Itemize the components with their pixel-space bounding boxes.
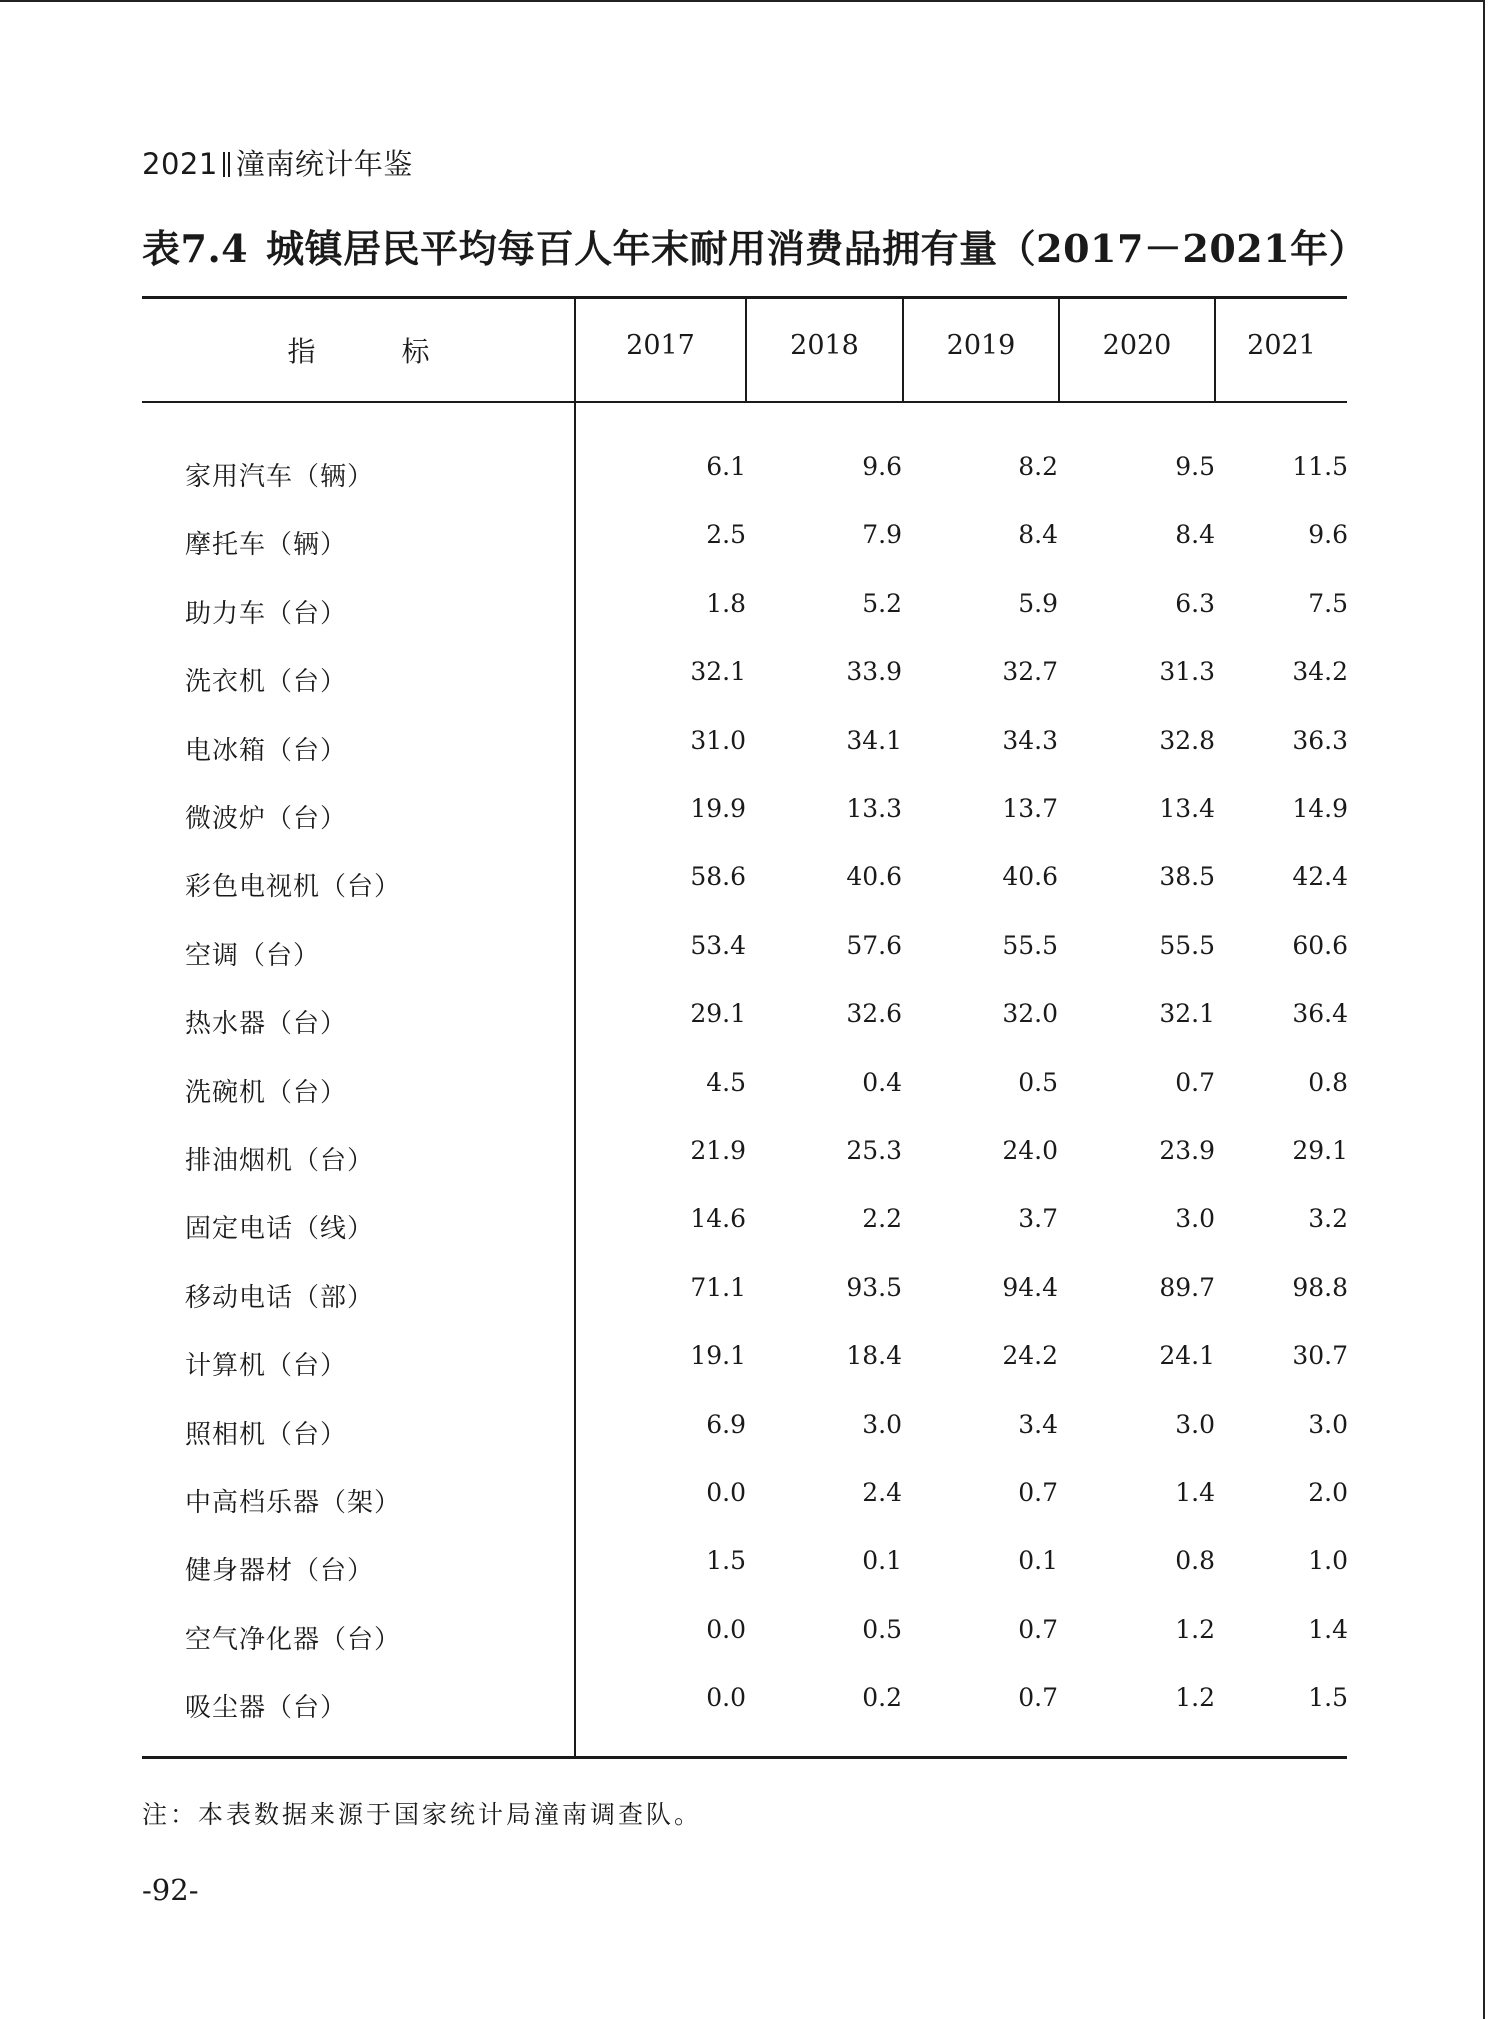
cell-2018: 9.6 xyxy=(862,452,902,481)
cell-2020: 1.2 xyxy=(1175,1614,1215,1644)
cell-2019: 0.1 xyxy=(1018,1546,1058,1576)
cell-2020: 32.1 xyxy=(1159,999,1215,1029)
cell-2018: 0.5 xyxy=(862,1614,902,1644)
row-indicator-name: 助力车（台） xyxy=(185,598,348,629)
table-row xyxy=(142,1605,1347,1673)
table-row xyxy=(142,579,1347,647)
cell-2019: 32.7 xyxy=(1002,657,1058,687)
cell-2018: 5.2 xyxy=(862,588,902,618)
cell-2018: 33.9 xyxy=(846,657,902,687)
cell-2018: 0.1 xyxy=(862,1546,902,1576)
cell-2019: 24.0 xyxy=(1002,1136,1058,1165)
table-row xyxy=(142,1400,1347,1468)
table-row xyxy=(142,1536,1347,1604)
header-year-2019: 2019 xyxy=(946,330,1016,361)
header-year-2018: 2018 xyxy=(790,330,859,361)
cell-2021: 36.4 xyxy=(1292,999,1348,1029)
cell-2020: 0.7 xyxy=(1175,1067,1215,1097)
cell-2017: 1.8 xyxy=(706,588,746,618)
cell-2020: 24.1 xyxy=(1159,1341,1215,1371)
cell-2021: 29.1 xyxy=(1292,1136,1348,1165)
cell-2017: 0.0 xyxy=(706,1683,746,1713)
table-row xyxy=(142,510,1347,578)
row-indicator-name: 空气净化器（台） xyxy=(185,1624,402,1655)
table-row xyxy=(142,716,1347,784)
cell-2020: 31.3 xyxy=(1159,657,1215,687)
cell-2021: 3.2 xyxy=(1308,1204,1348,1234)
cell-2020: 9.5 xyxy=(1175,452,1215,481)
cell-2019: 55.5 xyxy=(1002,930,1058,960)
cell-2019: 5.9 xyxy=(1018,588,1058,618)
row-indicator-name: 照相机（台） xyxy=(185,1419,348,1450)
cell-2018: 2.4 xyxy=(862,1478,902,1507)
cell-2018: 0.2 xyxy=(862,1683,902,1713)
cell-2019: 32.0 xyxy=(1002,999,1058,1029)
cell-2021: 14.9 xyxy=(1292,794,1348,823)
cell-2017: 32.1 xyxy=(690,657,746,687)
table-row xyxy=(142,784,1347,852)
cell-2021: 30.7 xyxy=(1292,1341,1348,1371)
cell-2017: 0.0 xyxy=(706,1478,746,1507)
cell-2017: 6.1 xyxy=(706,452,746,481)
cell-2021: 42.4 xyxy=(1292,862,1348,892)
table-row xyxy=(142,921,1347,989)
cell-2021: 1.5 xyxy=(1308,1683,1348,1713)
row-indicator-name: 微波炉（台） xyxy=(185,804,348,834)
cell-2018: 34.1 xyxy=(846,725,902,755)
header-indicator xyxy=(142,330,575,370)
cell-2021: 2.0 xyxy=(1308,1478,1348,1507)
header-year-2017: 2017 xyxy=(626,330,695,361)
header-year-2021: 2021 xyxy=(1247,330,1316,361)
cell-2018: 25.3 xyxy=(846,1136,902,1165)
table-row xyxy=(142,1673,1347,1741)
cell-2017: 29.1 xyxy=(690,999,746,1029)
cell-2019: 34.3 xyxy=(1002,725,1058,755)
running-head-year: 2021 xyxy=(142,147,218,181)
table-row xyxy=(142,1194,1347,1262)
cell-2020: 3.0 xyxy=(1175,1409,1215,1439)
table-row xyxy=(142,647,1347,715)
cell-2019: 94.4 xyxy=(1002,1272,1058,1302)
cell-2019: 0.7 xyxy=(1018,1683,1058,1713)
cell-2021: 3.0 xyxy=(1308,1409,1348,1439)
cell-2020: 3.0 xyxy=(1175,1204,1215,1234)
cell-2019: 0.7 xyxy=(1018,1478,1058,1507)
cell-2020: 0.8 xyxy=(1175,1546,1215,1576)
cell-2018: 0.4 xyxy=(862,1067,902,1097)
cell-2021: 1.4 xyxy=(1308,1614,1348,1644)
cell-2021: 34.2 xyxy=(1292,657,1348,687)
cell-2017: 21.9 xyxy=(690,1136,746,1165)
cell-2020: 6.3 xyxy=(1175,588,1215,618)
cell-2017: 53.4 xyxy=(690,930,746,960)
cell-2019: 40.6 xyxy=(1002,862,1058,892)
running-head-book: 潼南统计年鉴 xyxy=(235,147,413,181)
cell-2017: 71.1 xyxy=(690,1272,746,1302)
cell-2019: 3.4 xyxy=(1018,1409,1058,1439)
cell-2018: 93.5 xyxy=(846,1272,902,1302)
cell-2018: 32.6 xyxy=(846,999,902,1029)
cell-2017: 1.5 xyxy=(706,1546,746,1576)
row-indicator-name: 洗碗机（台） xyxy=(185,1077,348,1108)
cell-2017: 6.9 xyxy=(706,1409,746,1439)
row-indicator-name: 摩托车（辆） xyxy=(185,530,348,561)
table-bottom-rule xyxy=(142,1756,1347,1759)
cell-2018: 18.4 xyxy=(846,1341,902,1371)
cell-2018: 2.2 xyxy=(862,1204,902,1234)
cell-2021: 60.6 xyxy=(1292,930,1348,960)
cell-2020: 1.2 xyxy=(1175,1683,1215,1713)
cell-2020: 1.4 xyxy=(1175,1478,1215,1507)
cell-2020: 13.4 xyxy=(1159,794,1215,823)
table-number: 表7.4 xyxy=(142,226,249,271)
row-indicator-name: 家用汽车（辆） xyxy=(185,462,375,492)
row-indicator-name: 吸尘器（台） xyxy=(185,1693,348,1724)
cell-2017: 58.6 xyxy=(690,862,746,892)
cell-2018: 57.6 xyxy=(846,930,902,960)
cell-2020: 23.9 xyxy=(1159,1136,1215,1165)
cell-2020: 32.8 xyxy=(1159,725,1215,755)
cell-2021: 1.0 xyxy=(1308,1546,1348,1576)
cell-2017: 0.0 xyxy=(706,1614,746,1644)
row-indicator-name: 排油烟机（台） xyxy=(185,1146,375,1176)
cell-2019: 24.2 xyxy=(1002,1341,1058,1371)
cell-2018: 40.6 xyxy=(846,862,902,892)
cell-2017: 4.5 xyxy=(706,1067,746,1097)
cell-2018: 7.9 xyxy=(862,520,902,550)
row-indicator-name: 固定电话（线） xyxy=(185,1214,375,1245)
cell-2019: 0.7 xyxy=(1018,1614,1058,1644)
table-note: 注：本表数据来源于国家统计局潼南调查队。 xyxy=(142,1800,703,1829)
table-row xyxy=(142,1468,1347,1536)
row-indicator-name: 电冰箱（台） xyxy=(185,735,348,766)
table-row xyxy=(142,1058,1347,1126)
cell-2017: 19.1 xyxy=(690,1341,746,1371)
cell-2021: 9.6 xyxy=(1308,520,1348,550)
cell-2021: 36.3 xyxy=(1292,725,1348,755)
cell-2020: 8.4 xyxy=(1175,520,1215,550)
cell-2021: 7.5 xyxy=(1308,588,1348,618)
cell-2021: 98.8 xyxy=(1292,1272,1348,1302)
cell-2018: 13.3 xyxy=(846,794,902,823)
running-head xyxy=(142,142,413,183)
table-row xyxy=(142,1263,1347,1331)
cell-2017: 19.9 xyxy=(690,794,746,823)
cell-2020: 38.5 xyxy=(1159,862,1215,892)
header-year-2020: 2020 xyxy=(1102,330,1172,361)
table-row xyxy=(142,1331,1347,1399)
table-title-text: 城镇居民平均每百人年末耐用消费品拥有量（2017－2021年） xyxy=(266,226,1368,271)
cell-2019: 13.7 xyxy=(1002,794,1058,823)
row-indicator-name: 空调（台） xyxy=(185,940,321,971)
row-indicator-name: 计算机（台） xyxy=(185,1351,348,1382)
table-row xyxy=(142,989,1347,1057)
running-head-separator xyxy=(223,152,230,177)
cell-2019: 0.5 xyxy=(1018,1067,1058,1097)
header-indicator-right: 标 xyxy=(401,335,430,368)
row-indicator-name: 健身器材（台） xyxy=(185,1556,375,1587)
cell-2021: 0.8 xyxy=(1308,1067,1348,1097)
cell-2017: 31.0 xyxy=(690,725,746,755)
row-indicator-name: 洗衣机（台） xyxy=(185,667,348,698)
row-indicator-name: 移动电话（部） xyxy=(185,1282,375,1313)
table-title xyxy=(142,218,1367,273)
cell-2021: 11.5 xyxy=(1292,452,1348,481)
row-indicator-name: 彩色电视机（台） xyxy=(185,872,402,903)
page-number: -92- xyxy=(142,1873,199,1907)
table-row xyxy=(142,442,1347,510)
cell-2020: 55.5 xyxy=(1159,930,1215,960)
row-indicator-name: 热水器（台） xyxy=(185,1009,348,1040)
table-row xyxy=(142,852,1347,920)
row-indicator-name: 中高档乐器（架） xyxy=(185,1488,402,1518)
cell-2017: 2.5 xyxy=(706,520,746,550)
cell-2019: 3.7 xyxy=(1018,1204,1058,1234)
header-indicator-left: 指 xyxy=(287,335,316,368)
cell-2018: 3.0 xyxy=(862,1409,902,1439)
table-row xyxy=(142,1126,1347,1194)
cell-2020: 89.7 xyxy=(1159,1272,1215,1302)
cell-2019: 8.4 xyxy=(1018,520,1058,550)
cell-2017: 14.6 xyxy=(690,1204,746,1234)
cell-2019: 8.2 xyxy=(1018,452,1058,481)
